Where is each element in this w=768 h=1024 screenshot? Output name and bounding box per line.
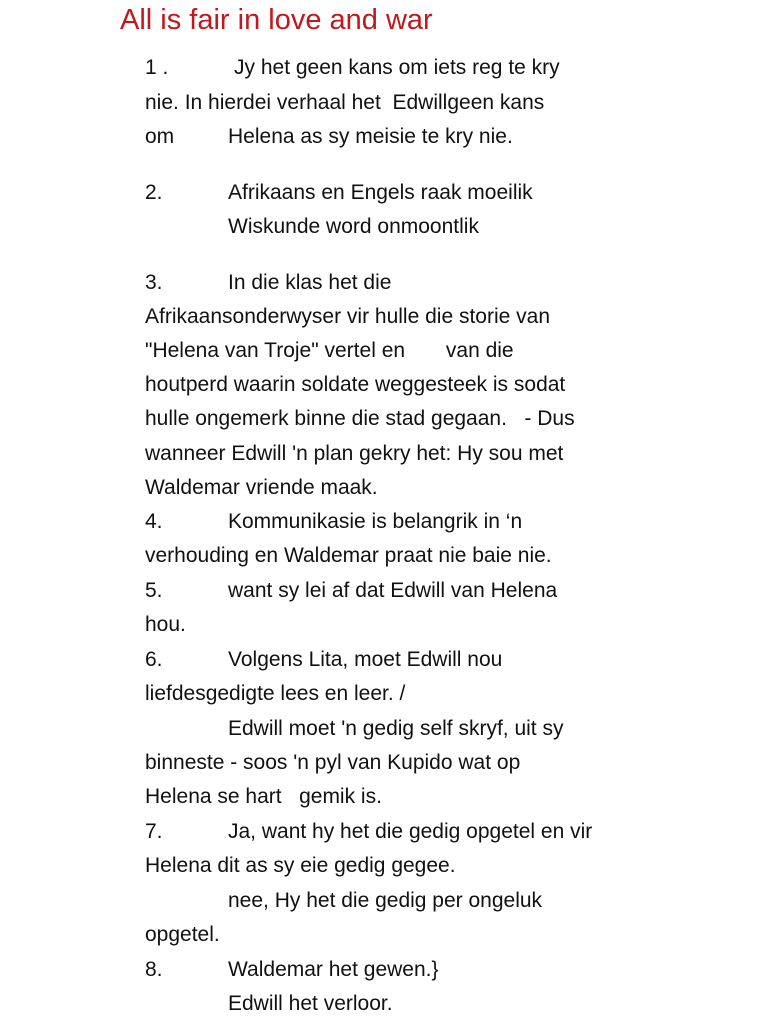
item-7-line-3: nee, Hy het die gedig per ongeluk (228, 889, 543, 912)
item-8-line-1: Waldemar het gewen.} (228, 958, 439, 981)
item-7-number: 7. (145, 820, 163, 843)
item-4-number: 4. (145, 510, 163, 533)
item-6-line-1: Volgens Lita, moet Edwill nou (228, 648, 503, 671)
page-title: All is fair in love and war (120, 4, 433, 36)
item-5-number: 5. (145, 579, 163, 602)
item-6-number: 6. (145, 648, 163, 671)
item-1-line-2: nie. In hierdei verhaal het Edwillgeen kans (145, 91, 545, 114)
item-6-line-3: Edwill moet 'n gedig self skryf, uit sy (228, 717, 564, 740)
item-3-line-2: Afrikaansonderwyser vir hulle die storie van (145, 305, 551, 328)
item-8-number: 8. (145, 958, 163, 981)
item-7-line-4: opgetel. (145, 923, 220, 946)
item-3-line-5: hulle ongemerk binne die stad gegaan. - Dus (145, 407, 575, 430)
item-6-line-5: Helena se hart gemik is. (145, 785, 382, 808)
item-7-line-2: Helena dit as sy eie gedig gegee. (145, 854, 456, 877)
item-3-line-7: Waldemar vriende maak. (145, 476, 378, 499)
item-1-line-1: Jy het geen kans om iets reg te kry (234, 56, 560, 79)
item-3-line-4: houtperd waarin soldate weggesteek is sodat (145, 373, 566, 396)
item-3-line-3: "Helena van Troje" vertel en van die (145, 339, 514, 362)
item-8-line-2: Edwill het verloor. (228, 992, 393, 1015)
item-2-line-2: Wiskunde word onmoontlik (228, 215, 479, 238)
item-5-line-2: hou. (145, 613, 186, 636)
item-6-line-2: liefdesgedigte lees en leer. / (145, 682, 406, 705)
item-1-number: 1 . (145, 56, 169, 79)
item-4-line-2: verhouding en Waldemar praat nie baie nie. (145, 544, 552, 567)
item-2-line-1: Afrikaans en Engels raak moeilik (228, 181, 533, 204)
item-3-number: 3. (145, 271, 163, 294)
item-6-line-4: binneste - soos 'n pyl van Kupido wat op (145, 751, 521, 774)
item-1-line-3-start: om (145, 125, 175, 148)
item-7-line-1: Ja, want hy het die gedig opgetel en vir (228, 820, 593, 843)
item-3-line-6: wanneer Edwill 'n plan gekry het: Hy sou met (145, 442, 564, 465)
item-3-line-1: In die klas het die (228, 271, 392, 294)
item-2-number: 2. (145, 181, 163, 204)
item-1-line-3: Helena as sy meisie te kry nie. (228, 125, 513, 148)
item-5-line-1: want sy lei af dat Edwill van Helena (228, 579, 558, 602)
item-4-line-1: Kommunikasie is belangrik in ‘n (228, 510, 523, 533)
